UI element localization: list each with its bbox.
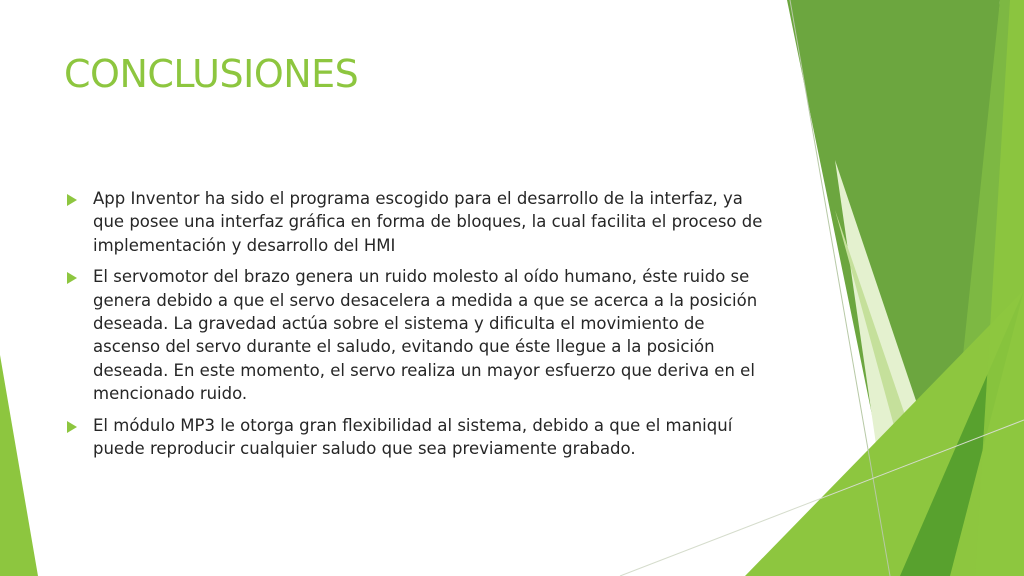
bullet-item: [64, 265, 769, 405]
bullet-text: App Inventor ha sido el programa escogido para el desarrollo de la interfaz, ya que posee una interfaz gráfica en forma de bloques, la cual facilita el proceso de implementación y desarrollo del HMI: [93, 189, 763, 255]
bullet-item: [64, 187, 769, 257]
bullet-arrow-icon: [67, 421, 77, 433]
bullet-text: El servomotor del brazo genera un ruido molesto al oído humano, éste ruido se genera debido a que el servo desacelera a medida a que se acerca a la posición deseada. La gravedad actúa sobre el sistema y dificulta el movimiento de ascenso del servo durante el saludo, evitando que éste llegue a la posición deseada. En este momento, el servo realiza un mayor esfuerzo que deriva en el mencionado ruido.: [93, 267, 758, 404]
left-edge-triangle: [0, 355, 38, 576]
bullet-item: [64, 414, 769, 461]
bullet-text: El módulo MP3 le otorga gran flexibilidad al sistema, debido a que el maniquí puede reproducir cualquier saludo que sea previamente grabado.: [93, 415, 733, 459]
bullet-arrow-icon: [67, 272, 77, 284]
slide-title: CONCLUSIONES: [64, 52, 359, 96]
bullet-arrow-icon: [67, 194, 77, 206]
bullet-list: [64, 187, 769, 468]
